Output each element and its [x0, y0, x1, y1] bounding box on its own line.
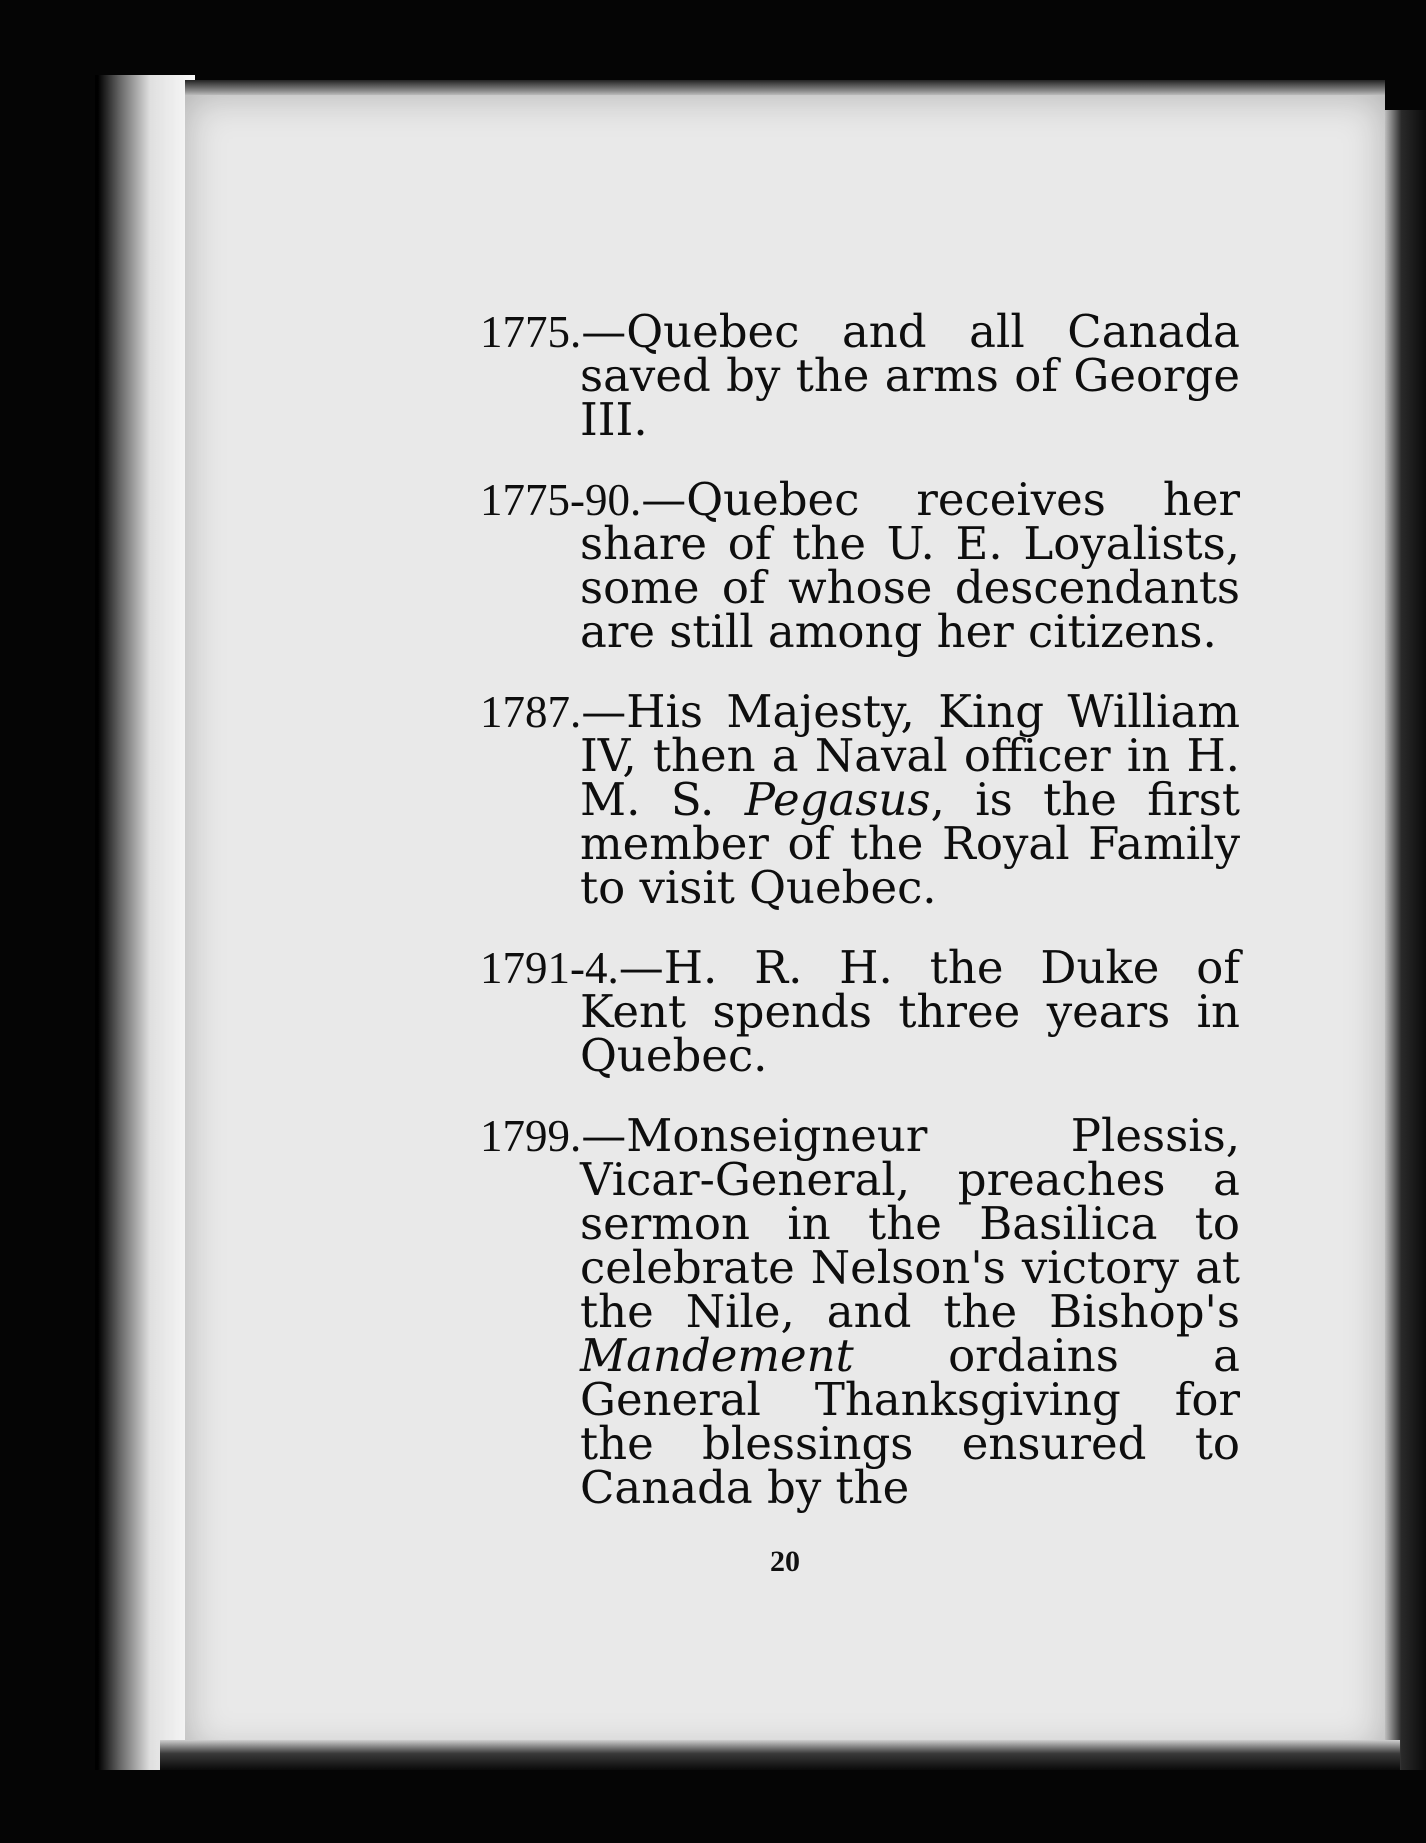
entry-text: —Quebec receives her share of the U. E. Loyalists, some of whose descendants are still among her citizens.: [580, 473, 1240, 658]
entry-year: 1775.: [480, 307, 582, 357]
page-number: 20: [770, 1545, 800, 1578]
book-binding: [95, 75, 195, 1770]
ship-name: Pegasus: [744, 773, 931, 826]
page-right-edge: [1385, 110, 1426, 1770]
chronology-entry-1787: [480, 685, 1240, 914]
entry-year: 1775-90.: [480, 475, 642, 525]
entry-text: —Monseigneur Plessis, Vicar-General, preaches a sermon in the Basilica to celebrate Nelson's victory at the Nile, and the Bishop's: [580, 1109, 1240, 1338]
entry-year: 1787.: [480, 687, 582, 737]
chronology-entry-1791-4: [480, 941, 1240, 1082]
entry-text-continued: , is the first member of the Royal Family to visit Quebec.: [580, 773, 1240, 914]
entry-year: 1799.: [480, 1111, 582, 1161]
mandement-term: Mandement: [580, 1329, 854, 1382]
chronology-text: [480, 305, 1240, 1546]
chronology-entry-1775: [480, 305, 1240, 446]
page-bottom-edge: [160, 1740, 1400, 1770]
entry-text-continued: ordains a General Thanksgiving for the blessings ensured to Canada by the: [580, 1329, 1240, 1514]
entry-text: —His Majesty, King William IV, then a Naval officer in H. M. S.: [580, 685, 1240, 826]
entry-year: 1791-4.: [480, 943, 619, 993]
chronology-entry-1799: [480, 1109, 1240, 1514]
chronology-entry-1775-90: [480, 473, 1240, 658]
entry-text: —H. R. H. the Duke of Kent spends three years in Quebec.: [580, 941, 1240, 1082]
entry-text: —Quebec and all Canada saved by the arms of George III.: [580, 305, 1240, 446]
